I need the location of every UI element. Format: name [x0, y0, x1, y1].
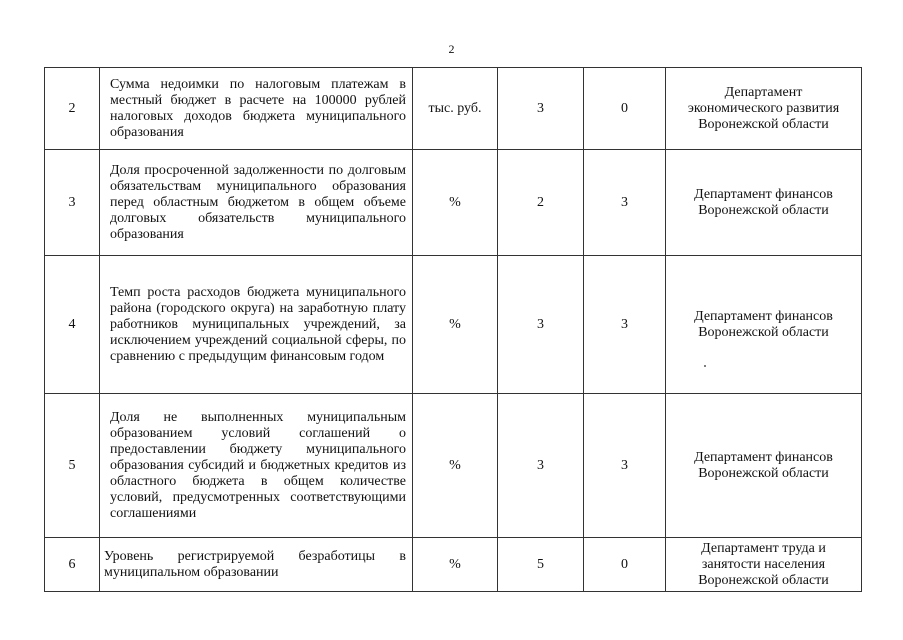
- value-cell: 3: [584, 394, 666, 538]
- value-cell: 0: [584, 538, 666, 592]
- unit-cell: %: [413, 150, 498, 256]
- indicator-name: Темп роста расходов бюджета муниципального района (городского округа) на заработную плату работников муниципальных учреждений, за исключением учреждений социальной сферы, по сравнению с предыдущим финансовым годом: [100, 256, 413, 394]
- indicator-name: Уровень регистрируемой безработицы в муниципальном образовании: [100, 538, 413, 592]
- department-cell: Департамент финансов Воронежской области: [666, 150, 862, 256]
- table-row: [45, 150, 862, 256]
- indicator-name: Сумма недоимки по налоговым платежам в местный бюджет в расчете на 100000 рублей налоговых доходов бюджета муниципального образования: [100, 68, 413, 150]
- unit-cell: %: [413, 394, 498, 538]
- row-number: 4: [45, 256, 100, 394]
- value-cell: 5: [498, 538, 584, 592]
- value-cell: 3: [498, 256, 584, 394]
- unit-cell: %: [413, 256, 498, 394]
- indicator-name: Доля не выполненных муниципальным образованием условий соглашений о предоставлении бюджету муниципального образования субсидий и бюджетных кредитов из областного бюджета в общем количестве условий, предусмотренных соответствующими соглашениями: [100, 394, 413, 538]
- row-number: 3: [45, 150, 100, 256]
- scan-speck: [704, 365, 706, 367]
- department-cell: Департамент финансов Воронежской области: [666, 256, 862, 394]
- indicator-name: Доля просроченной задолженности по долговым обязательствам муниципального образования перед областным бюджетом в общем объеме долговых обязательств муниципального образования: [100, 150, 413, 256]
- value-cell: 0: [584, 68, 666, 150]
- unit-cell: тыс. руб.: [413, 68, 498, 150]
- row-number: 6: [45, 538, 100, 592]
- row-number: 2: [45, 68, 100, 150]
- unit-cell: %: [413, 538, 498, 592]
- department-cell: Департамент труда и занятости населения Воронежской области: [666, 538, 862, 592]
- value-cell: 3: [584, 150, 666, 256]
- value-cell: 3: [584, 256, 666, 394]
- table-row: [45, 538, 862, 592]
- table-row: [45, 394, 862, 538]
- row-number: 5: [45, 394, 100, 538]
- table-row: [45, 68, 862, 150]
- indicators-table: [44, 67, 862, 592]
- value-cell: 3: [498, 394, 584, 538]
- value-cell: 2: [498, 150, 584, 256]
- department-cell: Департамент экономического развития Воронежской области: [666, 68, 862, 150]
- page-number: 2: [448, 42, 455, 56]
- table-row: [45, 256, 862, 394]
- value-cell: 3: [498, 68, 584, 150]
- department-cell: Департамент финансов Воронежской области: [666, 394, 862, 538]
